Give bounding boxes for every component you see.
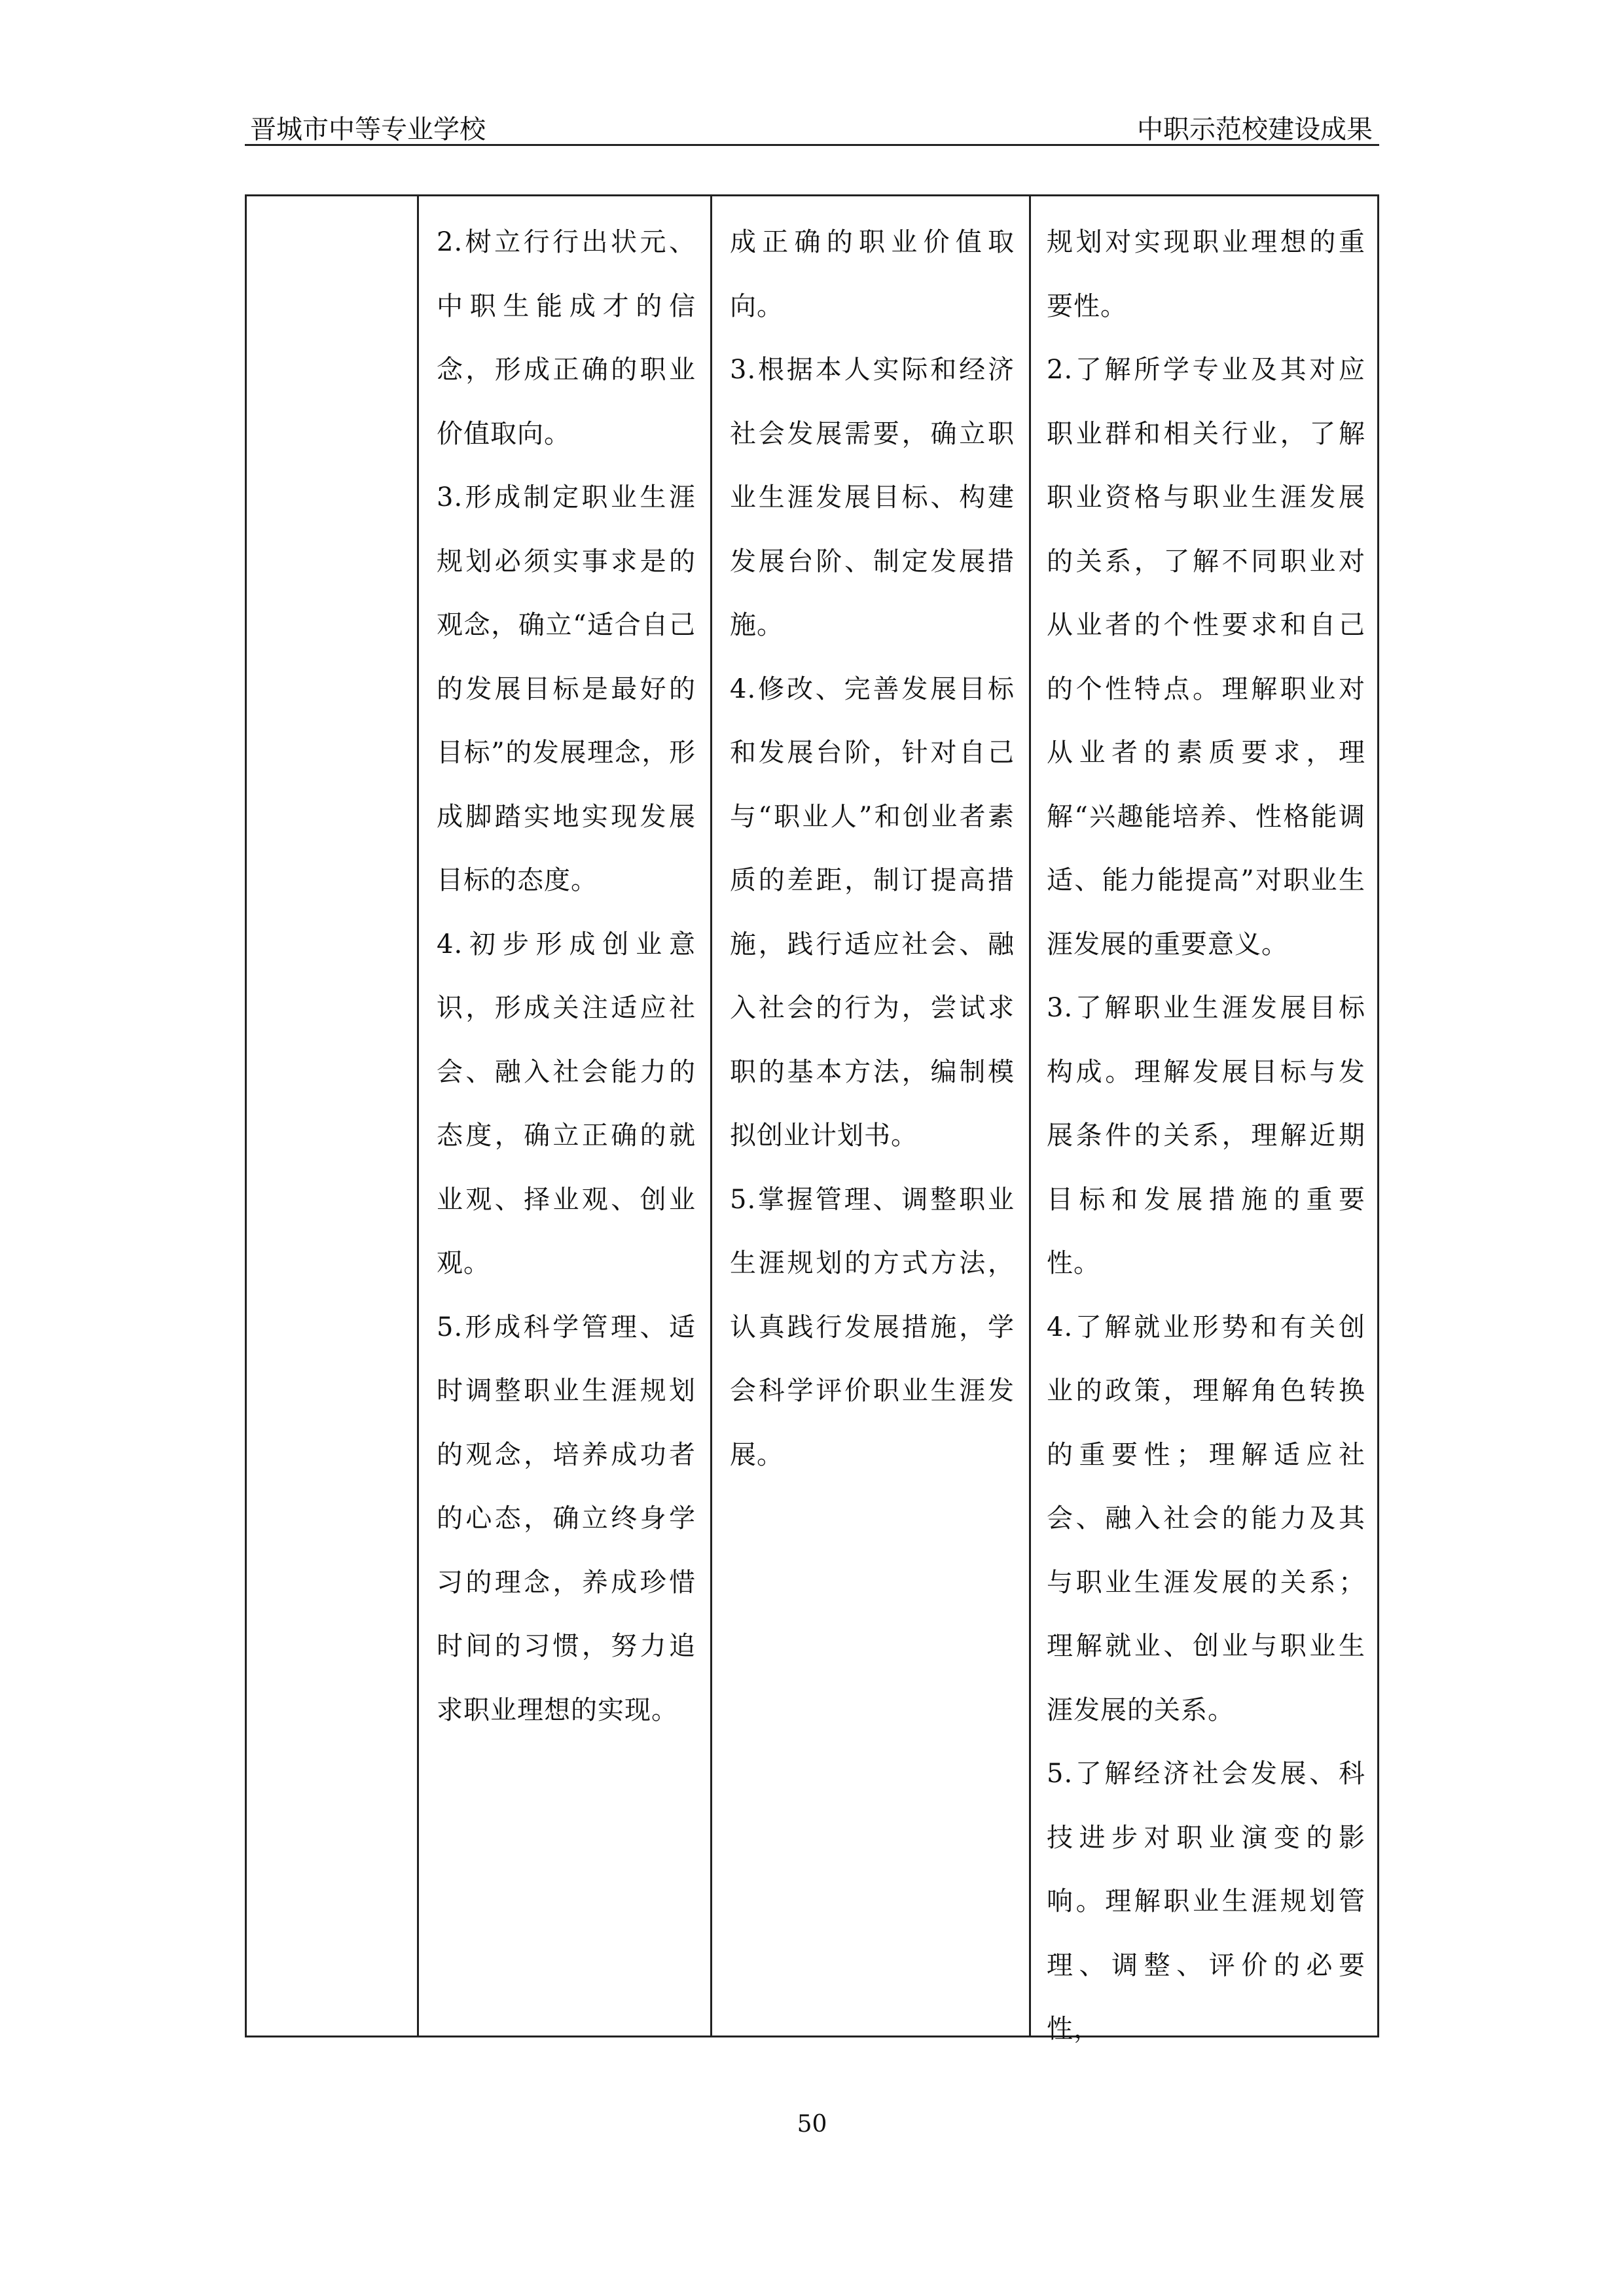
page-number: 50 [797,2111,827,2138]
table-column-3 [712,196,1031,2036]
column-2-item: 2.树立行行出状元、中职生能成才的信念，形成正确的职业价值取向。 [437,227,696,449]
column-4-item: 5.了解经济社会发展、科技进步对职业演变的影响。理解职业生涯规划管理、调整、评价的必要性， [1047,1759,1365,2044]
header-school-name: 晋城市中等专业学校 [250,115,486,145]
column-3-item: 5.掌握管理、调整职业生涯规划的方式方法，认真践行发展措施，学会科学评价职业生涯发展。 [730,1184,1015,1470]
column-4-item: 3.了解职业生涯发展目标构成。理解发展目标与发展条件的关系，理解近期目标和发展措施的重要性。 [1047,993,1365,1278]
content-table [245,194,1379,2044]
table-column-1 [247,196,419,2036]
header-document-title: 中职示范校建设成果 [1137,115,1373,145]
column-2-item: 3.形成制定职业生涯规划必须实事求是的观念，确立“适合自己的发展目标是最好的目标”的发展理念，形成脚踏实地实现发展目标的态度。 [437,482,696,895]
table-column-4 [1031,196,1377,2044]
column-3-item: 4.修改、完善发展目标和发展台阶，针对自己与“职业人”和创业者素质的差距，制订提高措施，践行适应社会、融入社会的行为，尝试求职的基本方法，编制模拟创业计划书。 [730,673,1015,1151]
page-header [245,115,1379,146]
column-3-item: 成正确的职业价值取向。 [730,227,1015,321]
column-4-item: 4.了解就业形势和有关创业的政策，理解角色转换的重要性；理解适应社会、融入社会的能力及其与职业生涯发展的关系；理解就业、创业与职业生涯发展的关系。 [1047,1312,1365,1725]
column-4-item: 规划对实现职业理想的重要性。 [1047,227,1365,321]
table-column-2 [419,196,712,2036]
column-3-item: 3.根据本人实际和经济社会发展需要，确立职业生涯发展目标、构建发展台阶、制定发展措施。 [730,355,1015,640]
column-2-item: 5.形成科学管理、适时调整职业生涯规划的观念，培养成功者的心态，确立终身学习的理念，养成珍惜时间的习惯，努力追求职业理想的实现。 [437,1312,696,1725]
column-2-item: 4.初步形成创业意识，形成关注适应社会、融入社会能力的态度，确立正确的就业观、择业观、创业观。 [437,929,696,1278]
column-4-item: 2.了解所学专业及其对应职业群和相关行业，了解职业资格与职业生涯发展的关系，了解不同职业对从业者的个性要求和自己的个性特点。理解职业对从业者的素质要求，理解“兴趣能培养、性格能调适、能力能提高”对职业生涯发展的重要意义。 [1047,355,1365,960]
